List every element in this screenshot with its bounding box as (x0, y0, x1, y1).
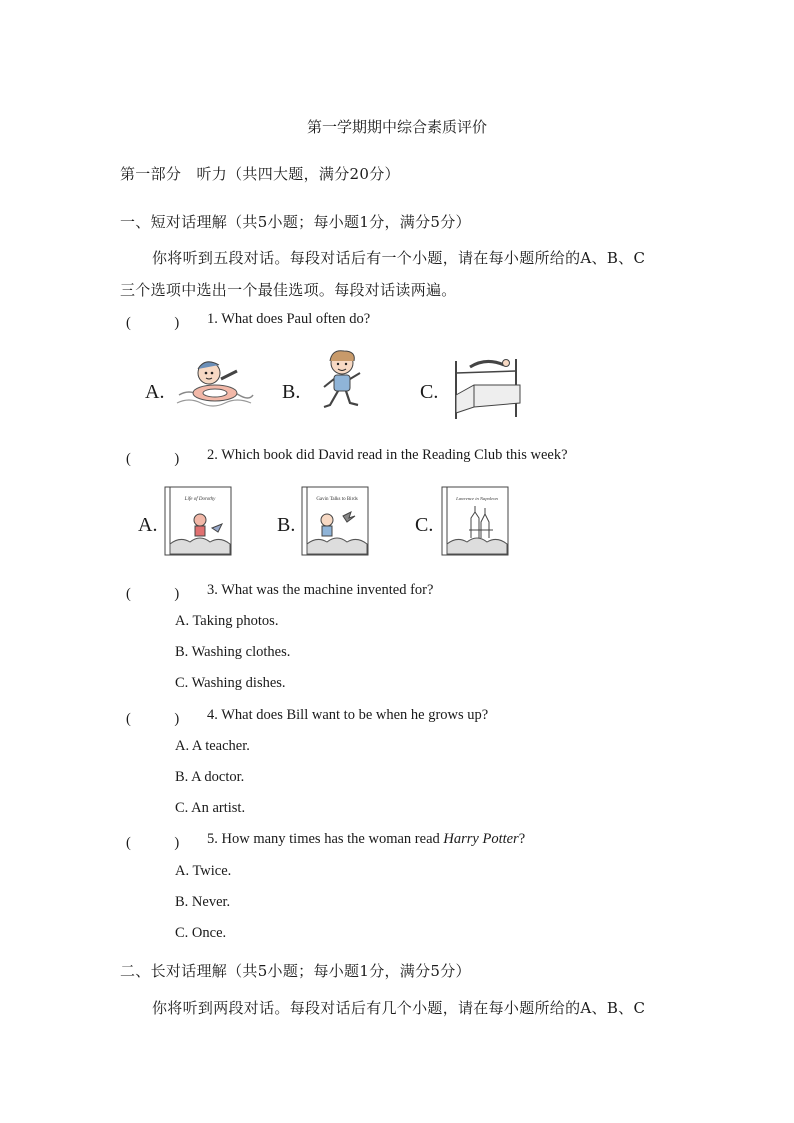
q2-option-a-label: A. (138, 514, 158, 536)
q3-option-a: A. Taking photos. (175, 613, 279, 629)
question-5-stem-suffix: ? (518, 831, 526, 847)
question-1-stem: 1. What does Paul often do? (207, 311, 371, 327)
answer-blank-5[interactable]: ( ) (126, 835, 180, 851)
answer-blank-4[interactable]: ( ) (126, 711, 180, 727)
q5-option-b: B. Never. (175, 894, 231, 910)
swimming-boy-picture (175, 355, 255, 413)
book-b-title: Gavin Talks to Birds (316, 497, 358, 502)
q2-option-b-label: B. (277, 514, 296, 536)
q4-option-a: A. A teacher. (175, 738, 250, 754)
question-3-stem: 3. What was the machine invented for? (207, 582, 434, 598)
question-4-stem: 4. What does Bill want to be when he grows up? (207, 707, 489, 723)
book-b-cover (301, 486, 369, 556)
running-boy-picture (316, 349, 366, 413)
section2-heading: 二、长对话理解（共5小题；每小题1分，满分5分） (120, 962, 471, 980)
section1-heading: 一、短对话理解（共5小题；每小题1分，满分5分） (120, 213, 471, 231)
q1-option-a-label: A. (145, 381, 165, 403)
q3-option-c: C. Washing dishes. (175, 675, 286, 691)
question-2-stem: 2. Which book did David read in the Reading Club this week? (207, 447, 568, 463)
question-5-book-title: Harry Potter (443, 831, 519, 847)
question-5-stem-prefix: 5. How many times has the woman read (207, 831, 444, 847)
answer-blank-1[interactable]: ( ) (126, 315, 180, 331)
page-title: 第一学期期中综合素质评价 (306, 118, 487, 136)
q3-option-b: B. Washing clothes. (175, 644, 291, 660)
book-c-title: Lawrence in Napoleon (456, 496, 498, 501)
q5-option-c: C. Once. (175, 925, 227, 941)
q1-option-b-label: B. (282, 381, 301, 403)
part1-heading: 第一部分 听力（共四大题，满分20分） (120, 165, 400, 183)
section2-instruction-line1: 你将听到两段对话。每段对话后有几个小题，请在每小题所给的A、B、C (152, 999, 646, 1017)
q1-option-c-label: C. (420, 381, 439, 403)
q4-option-c: C. An artist. (175, 800, 246, 816)
high-jump-picture (450, 355, 522, 421)
section1-instruction-line1: 你将听到五段对话。每段对话后有一个小题，请在每小题所给的A、B、C (152, 249, 646, 267)
q4-option-b: B. A doctor. (175, 769, 245, 785)
answer-blank-3[interactable]: ( ) (126, 586, 180, 602)
book-a-title: Life of Dorothy (184, 497, 216, 502)
section1-instruction-line2: 三个选项中选出一个最佳选项。每段对话读两遍。 (120, 281, 457, 299)
book-c-cover (441, 486, 509, 556)
q2-option-c-label: C. (415, 514, 434, 536)
q5-option-a: A. Twice. (175, 863, 232, 879)
answer-blank-2[interactable]: ( ) (126, 451, 180, 467)
book-a-cover (164, 486, 232, 556)
question-5-stem (207, 831, 525, 848)
